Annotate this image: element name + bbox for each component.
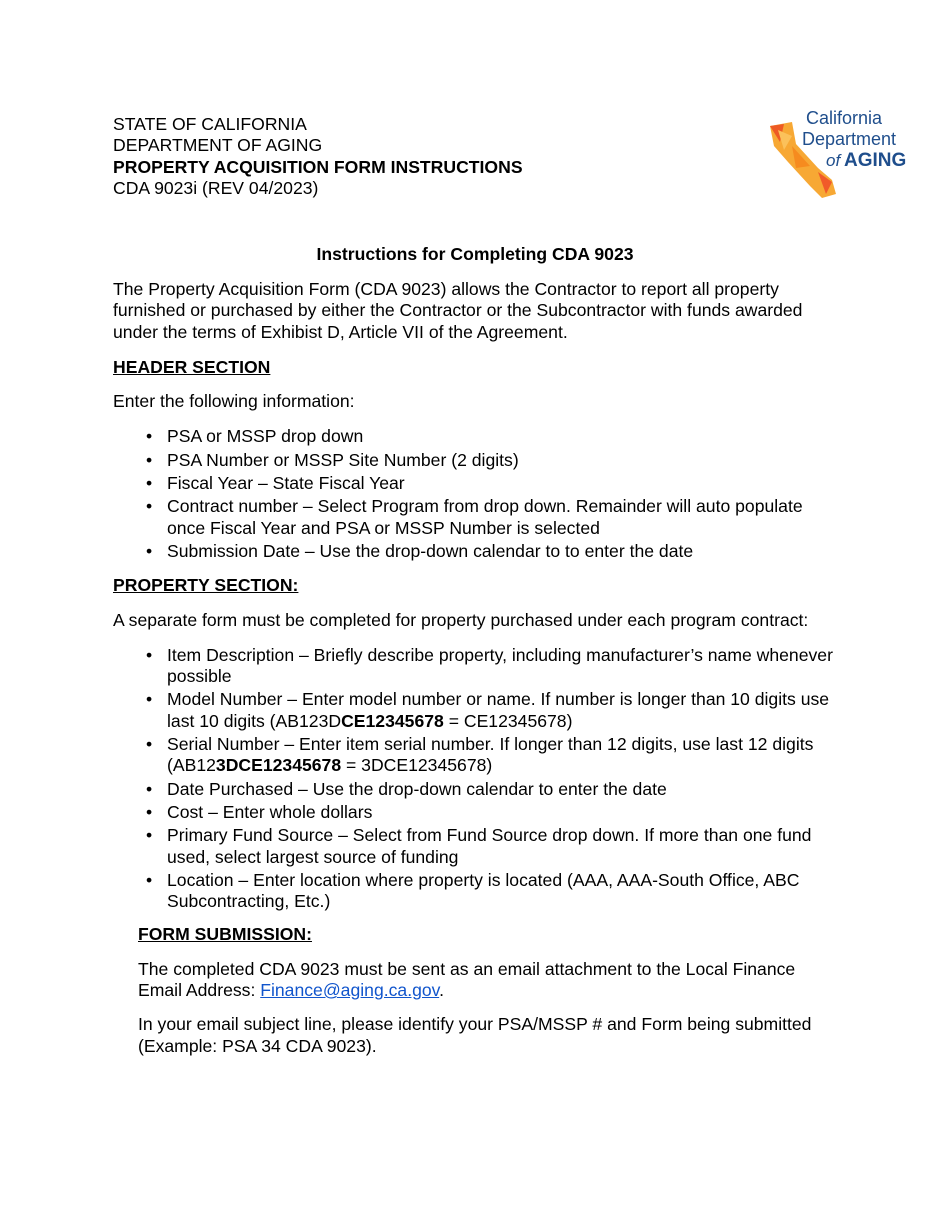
model-result: = CE12345678) [443,710,573,731]
list-item: • Fiscal Year – State Fiscal Year [113,473,833,494]
list-item: • Contract number – Select Program from drop down. Remainder will auto populate once Fiscal Year and PSA or MSSP Number is selected [113,496,833,539]
header-section-list [113,426,833,562]
header-section-lead: Enter the following information: [113,391,355,412]
logo-line3b: AGING [844,150,907,171]
serial-result: = 3DCE12345678) [341,755,493,776]
property-section-lead: A separate form must be completed for property purchased under each program contract: [113,609,809,630]
list-item: • PSA or MSSP drop down [113,426,833,447]
state-label: STATE OF CALIFORNIA [113,114,307,134]
serial-example-bold: 3DCE12345678 [215,755,342,776]
list-item [113,734,833,777]
document-header [113,114,523,199]
property-section-list [113,645,833,913]
form-number: CDA 9023i (REV 04/2023) [113,177,319,198]
model-text: Model Number – Enter model number or name. If number is longer than 10 digits use last 10 digits (AB123D [167,689,830,731]
instructions-title: Instructions for Completing CDA 9023 [316,244,634,264]
logo-line2: Department [802,129,897,149]
list-item: • Item Description – Briefly describe property, including manufacturer’s name whenever possible [113,645,833,688]
finance-email-link[interactable]: Finance@aging.ca.gov [260,980,440,1001]
subject-line-paragraph: In your email subject line, please identify your PSA/MSSP # and Form being submitted (Example: PSA 34 CDA 9023). [138,1014,812,1056]
submission-text: The completed CDA 9023 must be sent as an email attachment to the Local Finance Email Address: [138,958,796,1001]
list-item: • Submission Date – Use the drop-down calendar to to enter the date [113,541,833,562]
submission-period: . [439,980,445,1001]
list-item: • PSA Number or MSSP Site Number (2 digits) [113,450,833,471]
document-body [113,279,833,1057]
list-item: • Date Purchased – Use the drop-down calendar to enter the date [113,779,833,800]
cda-logo [766,106,916,198]
serial-text: Serial Number – Enter item serial number. If longer than 12 digits, use last 12 digits (AB12 [167,734,814,776]
list-item [113,689,833,732]
header-section-heading: HEADER SECTION [113,356,271,377]
list-item: • Primary Fund Source – Select from Fund Source drop down. If more than one fund used, select largest source of funding [113,825,833,868]
intro-paragraph: The Property Acquisition Form (CDA 9023) allows the Contractor to report all property furnished or purchased by either the Contractor or the Subcontractor with funds awarded under the terms of Exhibist D, Article VII of the Agreement. [113,279,803,342]
list-item: • Cost – Enter whole dollars [113,802,833,823]
submission-paragraph [138,959,833,1002]
department-label: DEPARTMENT OF AGING [113,135,323,156]
form-title: PROPERTY ACQUISITION FORM INSTRUCTIONS [113,156,523,177]
logo-line3a: of [826,151,841,170]
property-section-heading: PROPERTY SECTION: [113,575,299,596]
list-item: • Location – Enter location where property is located (AAA, AAA-South Office, ABC Subcontracting, Etc.) [113,870,833,913]
logo-line1: California [806,108,883,128]
model-example-bold: CE12345678 [341,710,444,731]
form-submission-heading: FORM SUBMISSION: [138,924,312,945]
